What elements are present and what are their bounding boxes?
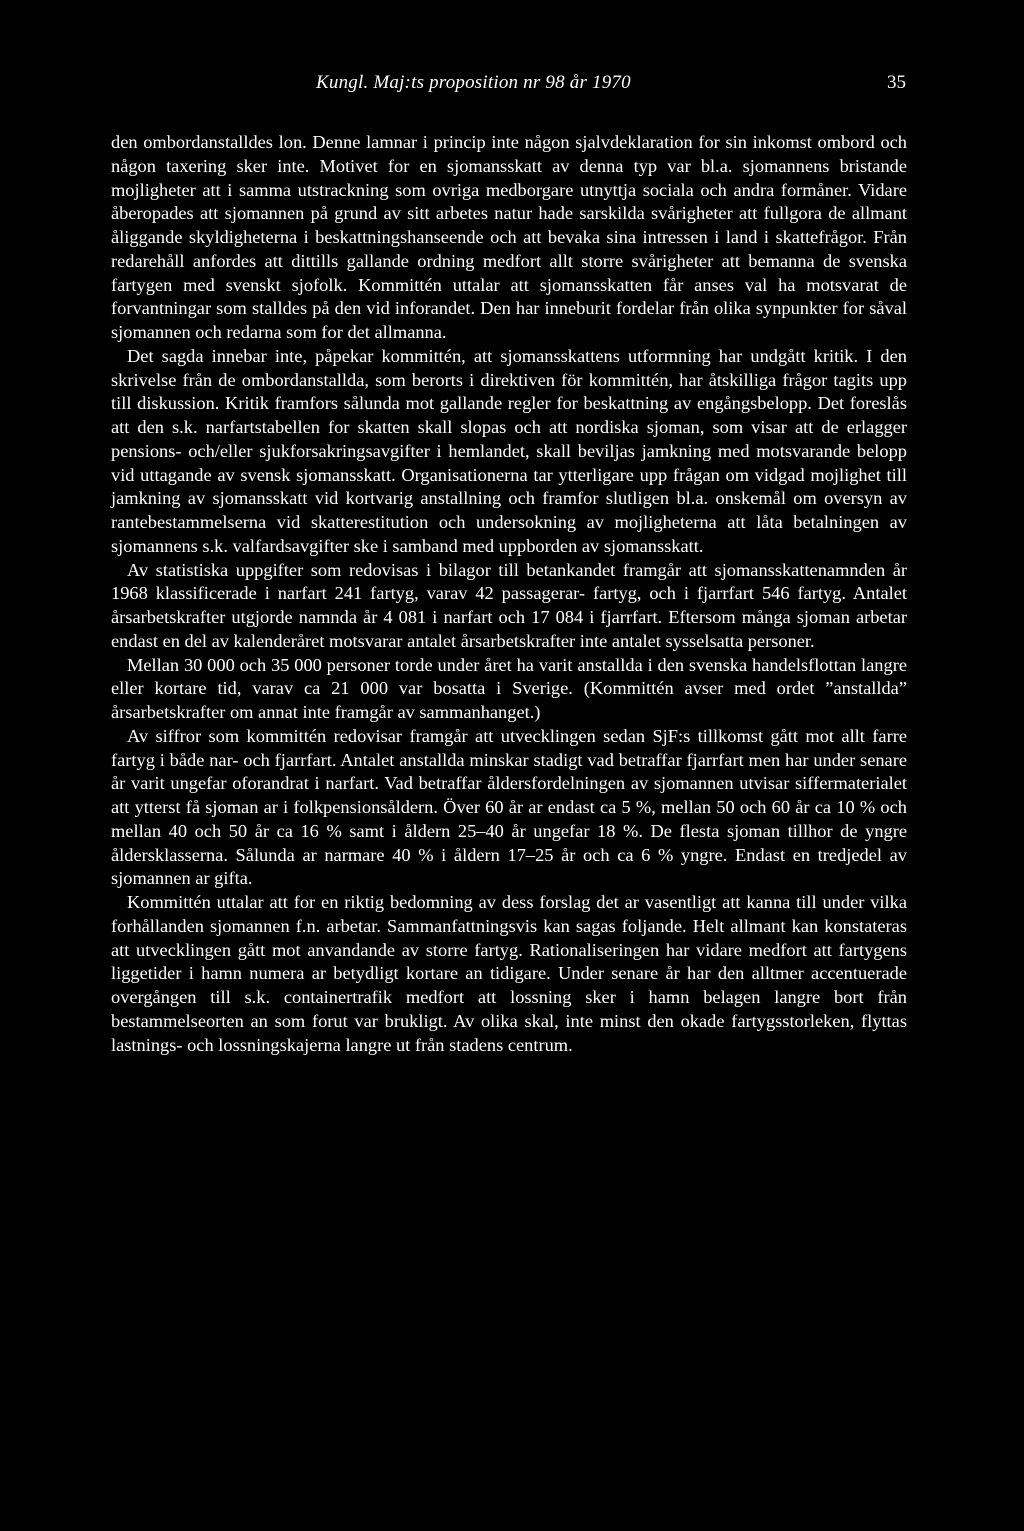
running-header [316, 72, 906, 102]
paragraph-statistics: Av statistiska uppgifter som redovisas i bilagor till betankandet framgår att sjomansskattenamnden år 1968 klassificerade i narfart 241 fartyg, varav 42 passagerar- fartyg, och i fjarrfart 546 fartyg. Antalet årsarbetskrafter utgjorde namnda år 4 081 i narfart och 17 084 i fjarrfart. Eftersom många sjoman arbetar endast en del av kalenderåret motsvarar antalet årsarbetskrafter inte antalet sysselsatta personer. [111, 559, 907, 651]
paragraph-age-distribution: Av siffror som kommittén redovisar framgår att utvecklingen sedan SjF:s tillkomst gått mot allt farre fartyg i både nar- och fjarrfart. Antalet anstallda minskar stadigt vad betraffar fjarrfart men har under senare år varit ungefar oforandrat i narfart. Vad betraffar åldersfordelningen av sjomannen utvisar siffermaterialet att ytterst få sjoman ar i folkpensionsåldern. Över 60 år ar endast ca 5 %, mellan 50 och 60 år ca 10 % och mellan 40 och 50 år ca 16 % samt i åldern 25–40 år ungefar 18 %. De flesta sjoman tillhor de yngre åldersklasserna. Sålunda ar narmare 40 % i åldern 17–25 år och ca 6 % yngre. Endast en tredjedel av sjomannen ar gifta. [111, 725, 907, 889]
body-text [111, 131, 907, 1057]
header-title: Kungl. Maj:ts proposition nr 98 år 1970 [316, 72, 631, 93]
paragraph-criticism: Det sagda innebar inte, påpekar kommittén, att sjomansskattens utformning har undgått kritik. I den skrivelse från de ombordanstallda, som berorts i direktiven för kommittén, har åtskilliga frågor tagits upp till diskussion. Kritik framfors sålunda mot gallande regler for beskattning av engångsbelopp. Det foreslås att den s.k. narfartstabellen for skatten skall slopas och att nordiska sjoman, som visar att de erlagger pensions- och/eller sjukforsakringsavgifter i hemlandet, skall beviljas jamkning med motsvarande belopp vid uttagande av svensk sjomansskatt. Organisationerna tar ytterligare upp frågan om vidgad mojlighet till jamkning av sjomansskatt vid kortvarig anstallning och framfor slutligen bl.a. onskemål om oversyn av rantebestammelserna vid skatterestitution och undersokning av mojligheterna att låta betalningen av sjomannens s.k. valfardsavgifter ske i samband med uppborden av sjomansskatt. [111, 345, 907, 556]
paragraph-employees: Mellan 30 000 och 35 000 personer torde under året ha varit anstallda i den svenska handelsflottan langre eller kortare tid, varav ca 21 000 var bosatta i Sverige. (Kommittén avser med ordet ”anstallda” årsarbetskrafter om annat inte framgår av sammanhanget.) [111, 654, 907, 722]
paragraph-taxation-motive: den ombordanstalldes lon. Denne lamnar i princip inte någon sjalvdeklaration for sin inkomst ombord och någon taxering sker inte. Motivet for en sjomansskatt av denna typ var bl.a. sjomannens bristande mojligheter att i samma utstrackning som ovriga medborgare utnyttja sociala och andra formåner. Vidare åberopades att sjomannen på grund av sitt arbetes natur hade sarskilda svårigheter att fullgora de allmant åliggande skyldigheterna i beskattningshanseende och att bevaka sina intressen i land i skattefrågor. Från redarehåll anfordes att dittills gallande ordning medfort allt storre svårigheter att bemanna de svenska fartygen med svenskt sjofolk. Kommittén uttalar att sjomansskatten får anses val ha motsvarat de forvantningar som stalldes på den vid inforandet. Den har inneburit fordelar från olika synpunkter for såval sjomannen och redarna som for det allmanna. [111, 132, 907, 342]
paragraph-working-conditions: Kommittén uttalar att for en riktig bedomning av dess forslag det ar vasentligt att kanna till under vilka forhållanden sjomannen f.n. arbetar. Sammanfattningsvis kan sagas foljande. Helt allmant kan konstateras att utvecklingen gått mot anvandande av storre fartyg. Rationaliseringen har vidare medfort att fartygens liggetider i hamn numera ar betydligt kortare an tidigare. Under senare år har den alltmer accentuerade overgången till s.k. containertrafik medfort att lossning sker i hamn belagen langre bort från bestammelseorten an som forut var brukligt. Av olika skal, inte minst den okade fartygsstorleken, flyttas lastnings- och lossningskajerna langre ut från stadens centrum. [111, 892, 907, 1055]
page-number: 35 [887, 72, 906, 93]
